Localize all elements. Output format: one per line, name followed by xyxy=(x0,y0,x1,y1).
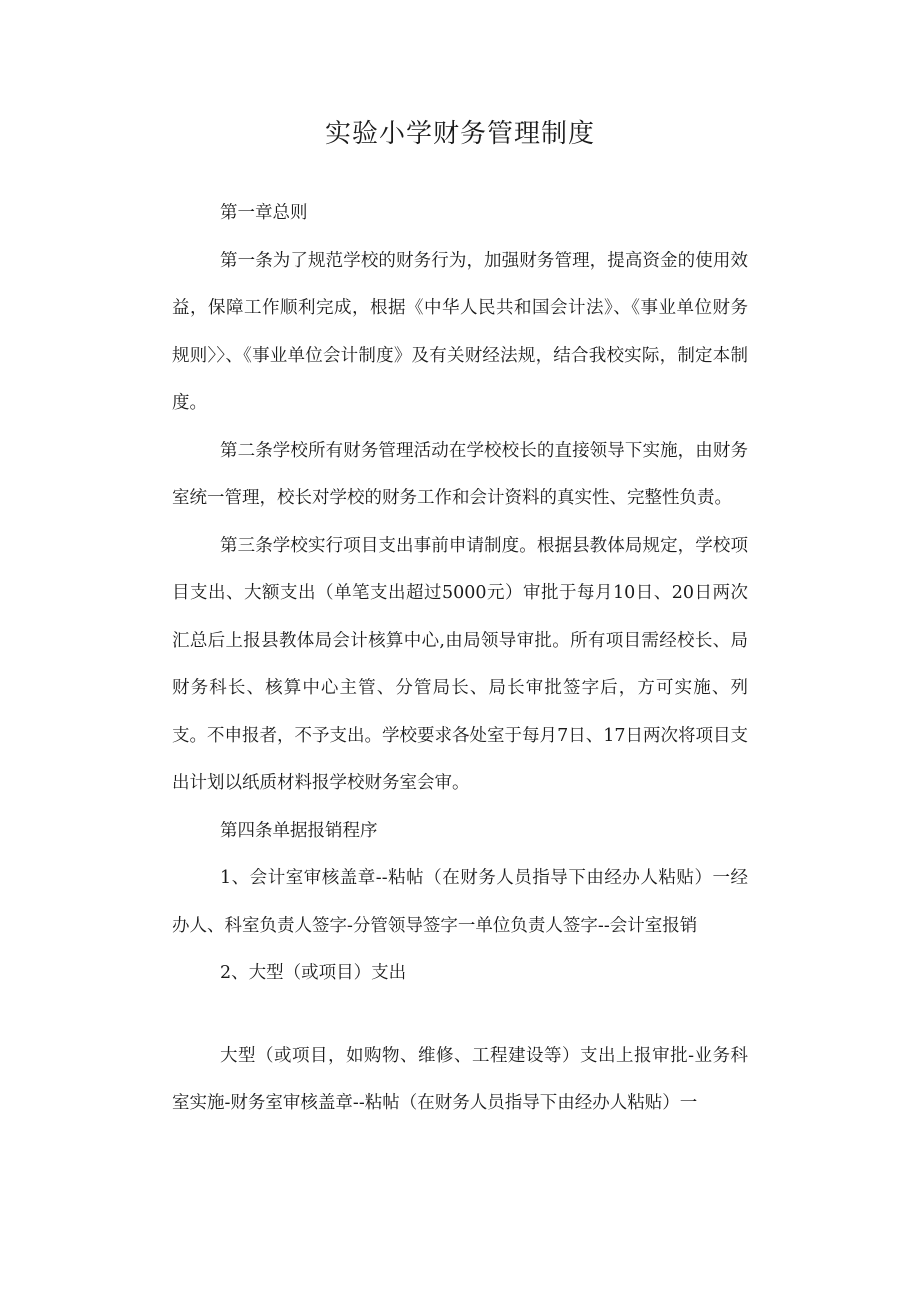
paragraph-spacer xyxy=(172,998,748,1033)
document-body xyxy=(172,190,748,1128)
article-2: 第二条学校所有财务管理活动在学校校长的直接领导下实施，由财务室统一管理，校长对学校的财务工作和会计资料的真实性、完整性负责。 xyxy=(172,440,748,508)
article-3: 第三条学校实行项目支出事前申请制度。根据县教体局规定，学校项目支出、大额支出（单笔支出超过5000元）审批于每月10日、20日两次汇总后上报县教体局会计核算中心,由局领导审批。所有项目需经校长、局财务科长、核算中心主管、分管局长、局长审批签字后，方可实施、列支。不申报者，不予支出。学校要求各处室于每月7日、17日两次将项目支出计划以纸质材料报学校财务室会审。 xyxy=(172,535,748,793)
procedure-item-2-text: 大型（或项目，如购物、维修、工程建设等）支出上报审批-业务科室实施-财务室审核盖章--粘帖（在财务人员指导下由经办人粘贴）一 xyxy=(172,1045,748,1113)
article-1: 第一条为了规范学校的财务行为，加强财务管理，提高资金的使用效益，保障工作顺利完成，根据《中华人民共和国会计法》、《事业单位财务规则〉〉、《事业单位会计制度》及有关财经法规，结合我校实际，制定本制度。 xyxy=(172,250,748,413)
article-4-heading: 第四条单据报销程序 xyxy=(220,820,378,841)
procedure-item-1: 1、会计室审核盖章--粘帖（在财务人员指导下由经办人粘贴）一经办人、科室负责人签字-分管领导签字一单位负责人签字--会计室报销 xyxy=(172,868,748,936)
procedure-item-2-heading: 2、大型（或项目）支出 xyxy=(220,963,407,983)
document-title: 实验小学财务管理制度 xyxy=(324,119,595,149)
chapter-heading: 第一章总则 xyxy=(220,203,308,223)
